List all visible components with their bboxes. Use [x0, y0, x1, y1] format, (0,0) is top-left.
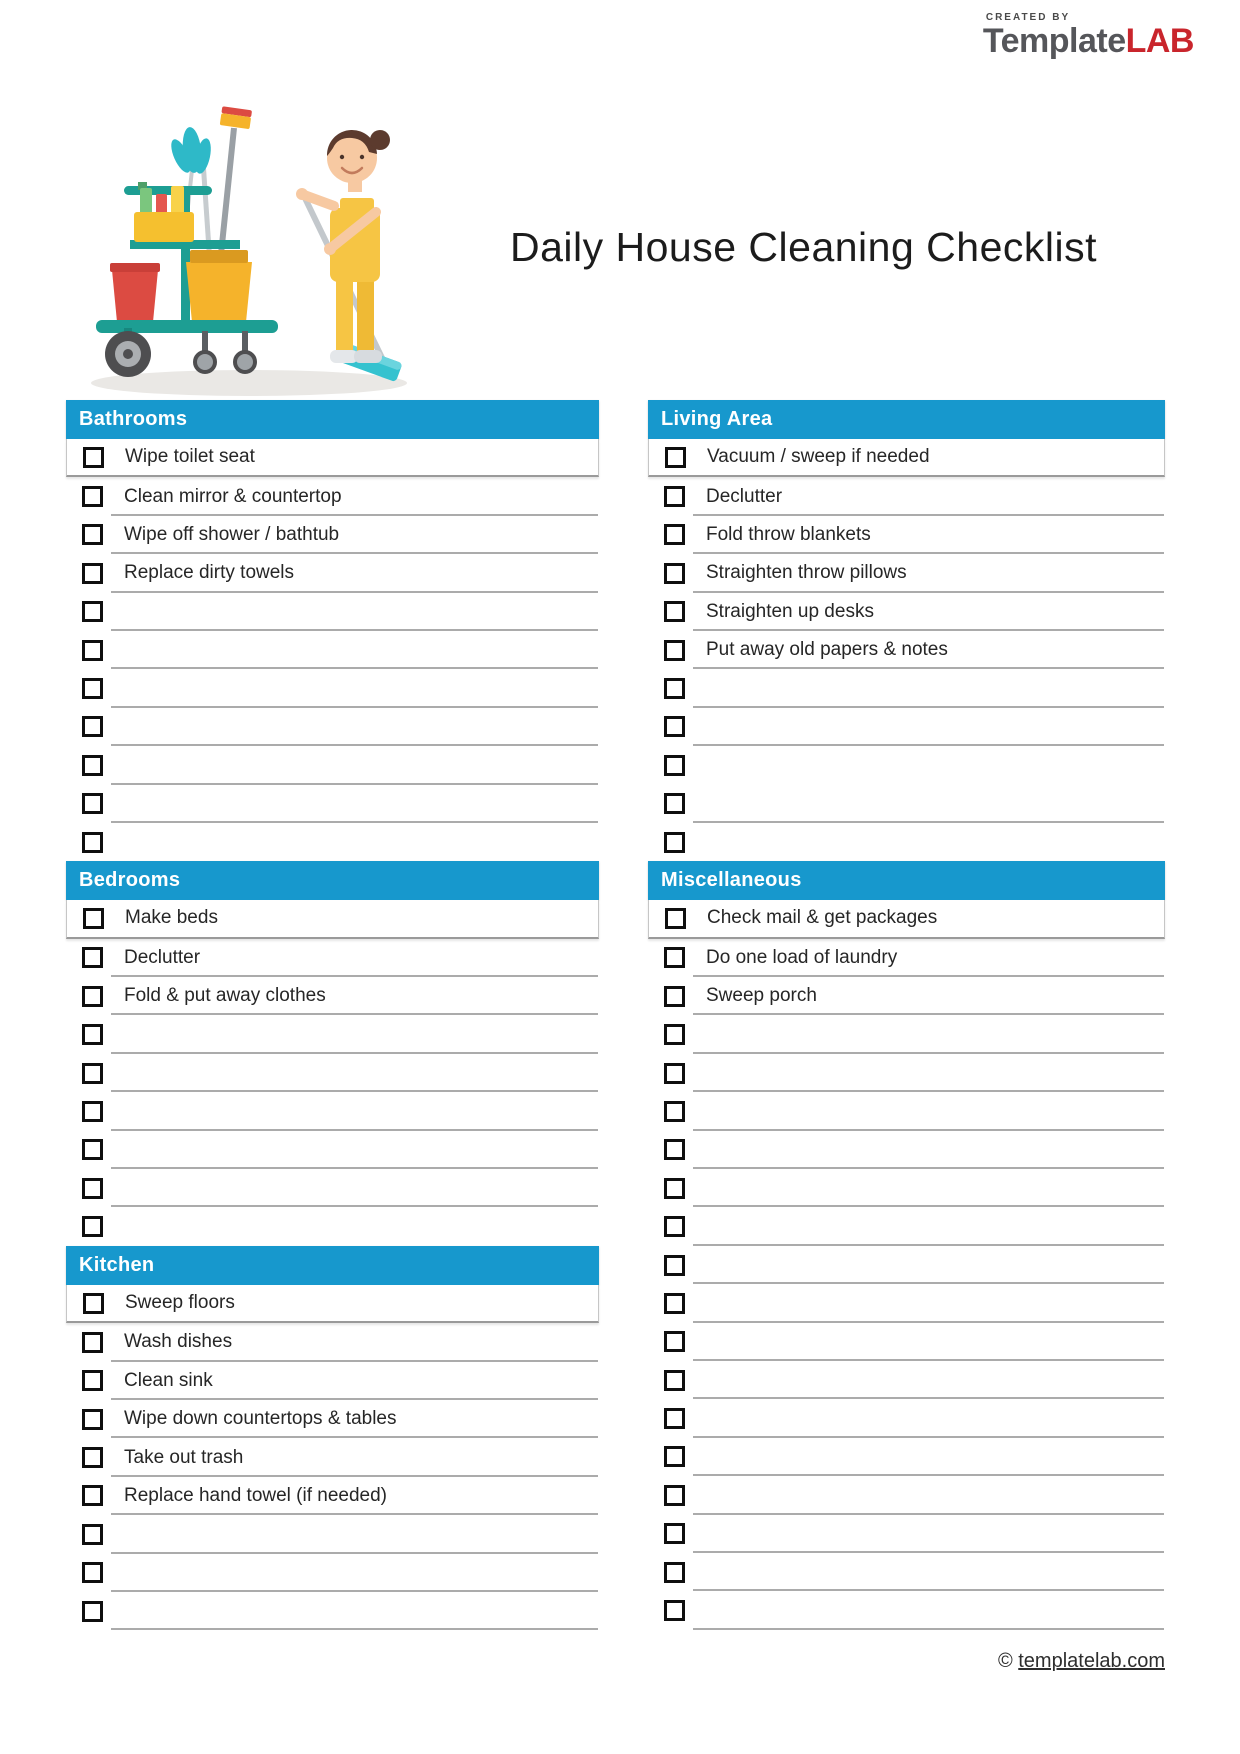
section-living_area [648, 400, 1165, 861]
checklist-row [66, 593, 599, 631]
checkbox[interactable] [82, 832, 103, 853]
task-label: Declutter [706, 485, 783, 507]
checklist-row [648, 939, 1165, 977]
cleaning-illustration [84, 100, 418, 400]
checkbox[interactable] [664, 1485, 685, 1506]
checklist-row [648, 554, 1165, 592]
checklist-row [648, 1246, 1165, 1284]
task-label: Clean mirror & countertop [124, 485, 342, 507]
checkbox[interactable] [82, 1139, 103, 1160]
checkbox[interactable] [664, 1101, 685, 1122]
logo-created-by: CREATED BY [985, 12, 1071, 23]
checklist-row [66, 1092, 599, 1130]
page-title: Daily House Cleaning Checklist [510, 224, 1097, 270]
checklist-row [648, 439, 1165, 477]
task-label: Take out trash [124, 1446, 244, 1468]
checkbox[interactable] [664, 986, 685, 1007]
checkbox[interactable] [82, 640, 103, 661]
checkbox[interactable] [82, 1101, 103, 1122]
task-label: Make beds [125, 907, 218, 929]
checklist-row [66, 631, 599, 669]
section-kitchen [66, 1246, 599, 1631]
checkbox[interactable] [83, 447, 104, 468]
checkbox[interactable] [664, 1600, 685, 1621]
checkbox[interactable] [82, 1024, 103, 1045]
section-header-kitchen: Kitchen [66, 1246, 599, 1285]
checklist-row [648, 1361, 1165, 1399]
checklist-row [66, 1054, 599, 1092]
checkbox[interactable] [83, 1293, 104, 1314]
checkbox[interactable] [664, 524, 685, 545]
checklist-row [648, 1169, 1165, 1207]
checkbox[interactable] [664, 716, 685, 737]
checklist-row [66, 1554, 599, 1592]
checklist-row [648, 1323, 1165, 1361]
checklist-row [648, 785, 1165, 823]
task-label: Do one load of laundry [706, 946, 898, 968]
checklist-row [66, 1592, 599, 1630]
task-label: Sweep floors [125, 1292, 235, 1313]
checkbox[interactable] [82, 947, 103, 968]
checklist-row [648, 631, 1165, 669]
checklist-row [66, 477, 599, 515]
checkbox[interactable] [82, 601, 103, 622]
checklist-row [66, 708, 599, 746]
checkbox[interactable] [82, 986, 103, 1007]
checklist-row [648, 1015, 1165, 1053]
checkbox[interactable] [82, 678, 103, 699]
checkbox[interactable] [82, 1524, 103, 1545]
checkbox[interactable] [82, 716, 103, 737]
section-header-bathrooms: Bathrooms [66, 400, 599, 439]
logo-brand-main: Template [982, 22, 1126, 60]
checklist-row [66, 939, 599, 977]
checkbox[interactable] [83, 908, 104, 929]
checklist-row [66, 1131, 599, 1169]
checkbox[interactable] [82, 1216, 103, 1237]
footer-copyright [998, 1650, 1165, 1673]
checklist-row [648, 1438, 1165, 1476]
checkbox[interactable] [82, 1447, 103, 1468]
checkbox[interactable] [664, 678, 685, 699]
write-line[interactable] [693, 1628, 1164, 1630]
checklist-row [648, 977, 1165, 1015]
task-label: Replace hand towel (if needed) [124, 1484, 388, 1506]
checkbox[interactable] [82, 524, 103, 545]
checklist-row [66, 977, 599, 1015]
checkbox[interactable] [82, 1370, 103, 1391]
task-label: Vacuum / sweep if needed [707, 446, 930, 468]
copyright-symbol: © [997, 1650, 1013, 1672]
task-label: Wipe toilet seat [125, 446, 255, 468]
checkbox[interactable] [664, 755, 685, 776]
task-label: Straighten throw pillows [706, 562, 907, 584]
checkbox[interactable] [82, 1063, 103, 1084]
section-miscellaneous [648, 861, 1165, 1629]
checklist-row [648, 1054, 1165, 1092]
checkbox[interactable] [664, 832, 685, 853]
checklist-row [66, 1438, 599, 1476]
checkbox[interactable] [664, 1370, 685, 1391]
checklist-row [66, 785, 599, 823]
section-bedrooms [66, 861, 599, 1246]
task-label: Clean sink [124, 1369, 213, 1391]
checklist-row [66, 1285, 599, 1323]
logo-brand [983, 24, 1194, 58]
checkbox[interactable] [665, 908, 686, 929]
task-label: Fold throw blankets [706, 523, 871, 545]
task-label: Wash dishes [124, 1331, 233, 1353]
checkbox[interactable] [665, 447, 686, 468]
checklist-row [648, 1591, 1165, 1629]
write-line[interactable] [111, 1628, 598, 1630]
checkbox[interactable] [82, 1601, 103, 1622]
checklist-row [66, 746, 599, 784]
checkbox[interactable] [664, 1523, 685, 1544]
checklist-row [66, 823, 599, 861]
task-label: Wipe down countertops & tables [124, 1408, 397, 1430]
templatelab-link[interactable]: templatelab.com [1018, 1650, 1165, 1672]
checkbox[interactable] [82, 1409, 103, 1430]
checklist-row [66, 1207, 599, 1245]
templatelab-logo [983, 12, 1194, 58]
logo-brand-accent: LAB [1125, 22, 1194, 60]
checkbox[interactable] [664, 601, 685, 622]
checkbox[interactable] [664, 1178, 685, 1199]
checklist-row [648, 746, 1165, 784]
checkbox[interactable] [82, 1485, 103, 1506]
checklist-row [66, 1515, 599, 1553]
task-label: Declutter [124, 946, 201, 968]
checklist-row [648, 1092, 1165, 1130]
checkbox[interactable] [664, 486, 685, 507]
task-label: Sweep porch [706, 985, 817, 1007]
checkbox[interactable] [82, 563, 103, 584]
checkbox[interactable] [664, 1024, 685, 1045]
checkbox[interactable] [664, 1331, 685, 1352]
task-label: Replace dirty towels [124, 562, 295, 584]
section-bathrooms [66, 400, 599, 861]
checklist-row [66, 669, 599, 707]
checkbox[interactable] [664, 947, 685, 968]
checklist-row [66, 1169, 599, 1207]
column-right [648, 400, 1165, 1630]
checklist-row [648, 1399, 1165, 1437]
checkbox[interactable] [664, 793, 685, 814]
section-header-living_area: Living Area [648, 400, 1165, 439]
task-label: Put away old papers & notes [706, 639, 948, 661]
checklist-row [648, 1515, 1165, 1553]
task-label: Fold & put away clothes [124, 985, 326, 1007]
checklist-row [648, 477, 1165, 515]
checklist-row [648, 1553, 1165, 1591]
task-label: Wipe off shower / bathtub [124, 523, 340, 545]
column-left [66, 400, 599, 1630]
checkbox[interactable] [82, 1178, 103, 1199]
checkbox[interactable] [664, 1255, 685, 1276]
checkbox[interactable] [82, 1332, 103, 1353]
checklist-row [66, 900, 599, 938]
checklist-row [648, 1284, 1165, 1322]
checkbox[interactable] [664, 1063, 685, 1084]
checkbox[interactable] [664, 640, 685, 661]
checkbox[interactable] [82, 1562, 103, 1583]
task-label: Straighten up desks [706, 600, 874, 622]
checkbox[interactable] [664, 1562, 685, 1583]
checkbox[interactable] [82, 755, 103, 776]
checklist-row [648, 516, 1165, 554]
checkbox[interactable] [664, 1139, 685, 1160]
section-header-miscellaneous: Miscellaneous [648, 861, 1165, 900]
checklist-row [66, 1400, 599, 1438]
checkbox[interactable] [664, 1216, 685, 1237]
checklist-row [648, 900, 1165, 938]
checklist-row [66, 1323, 599, 1361]
checklist-row [66, 516, 599, 554]
checklist-row [648, 593, 1165, 631]
cleaning-illustration-svg [84, 100, 418, 400]
checklist-row [648, 1476, 1165, 1514]
checkbox[interactable] [82, 793, 103, 814]
checklist-row [648, 1131, 1165, 1169]
checklist-row [648, 669, 1165, 707]
checklist-row [648, 1207, 1165, 1245]
checklist-row [66, 1477, 599, 1515]
checklist-row [66, 1015, 599, 1053]
checklist-row [648, 708, 1165, 746]
checkbox[interactable] [664, 1293, 685, 1314]
checkbox[interactable] [664, 563, 685, 584]
section-header-bedrooms: Bedrooms [66, 861, 599, 900]
checklist-row [66, 554, 599, 592]
checkbox[interactable] [664, 1446, 685, 1467]
checkbox[interactable] [664, 1408, 685, 1429]
task-label: Check mail & get packages [707, 907, 938, 929]
checklist-row [66, 439, 599, 477]
checklist-row [66, 1362, 599, 1400]
checkbox[interactable] [82, 486, 103, 507]
checklist-row [648, 823, 1165, 861]
